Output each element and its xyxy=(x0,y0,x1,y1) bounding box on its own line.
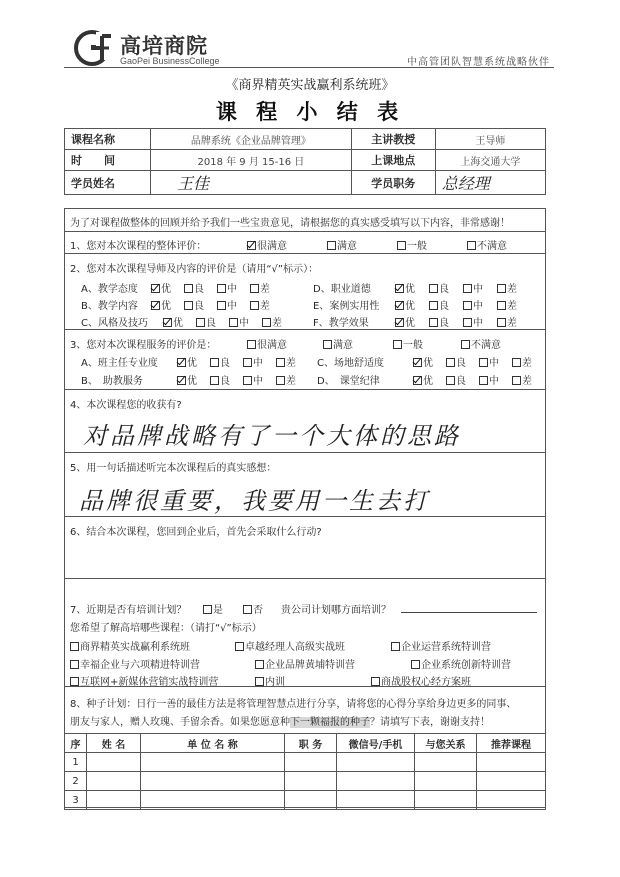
table-row xyxy=(65,753,546,772)
q3-d-grade-poor[interactable]: 差 xyxy=(512,372,532,387)
checkbox-icon[interactable] xyxy=(397,241,406,250)
checkbox-icon[interactable] xyxy=(327,241,336,250)
col-relation-header: 与您关系 xyxy=(415,734,477,753)
q2-a-grade-poor[interactable]: 差 xyxy=(250,280,270,295)
checkbox-icon[interactable] xyxy=(210,358,219,367)
checkbox-icon[interactable] xyxy=(250,284,259,293)
q7-wish-label: 您希望了解高培哪些课程：（请打“√”标示） xyxy=(70,623,262,634)
q2-f-grade-good[interactable]: 良 xyxy=(429,314,449,329)
q3-item-b: B、 助教服务 xyxy=(81,376,143,387)
position-label: 学员职务 xyxy=(351,171,435,195)
position-field[interactable] xyxy=(435,171,545,195)
q3-option-dissatisfied[interactable]: 不满意 xyxy=(461,336,501,351)
referral-header-row xyxy=(65,734,546,753)
program-subtitle: 《商界精英实战赢利系统班》 xyxy=(225,78,395,93)
checkbox-icon[interactable] xyxy=(497,301,506,310)
brand-name: 高培商院 xyxy=(120,33,208,58)
checkbox-icon[interactable] xyxy=(497,318,506,327)
q2-a-grade-excellent[interactable]: 优 xyxy=(151,280,171,295)
title-cell[interactable] xyxy=(285,772,337,791)
q3-b-grade-fair[interactable]: 中 xyxy=(243,372,263,387)
checkbox-icon[interactable] xyxy=(276,376,285,385)
q2-item-c: C、风格及技巧 xyxy=(81,318,148,329)
title-cell[interactable] xyxy=(285,791,337,810)
checkbox-icon[interactable] xyxy=(151,284,160,293)
checkbox-icon[interactable] xyxy=(217,301,226,310)
checkbox-icon[interactable] xyxy=(210,376,219,385)
time-value[interactable]: 2018 年 9 月 15-16 日 xyxy=(151,150,352,171)
company-cell[interactable] xyxy=(141,791,285,810)
q1-option-satisfied[interactable]: 满意 xyxy=(327,237,357,252)
checkbox-icon[interactable] xyxy=(371,677,380,686)
q3-c-grade-poor[interactable]: 差 xyxy=(512,354,532,369)
q3-a-grade-good[interactable]: 良 xyxy=(210,354,230,369)
q4-row[interactable] xyxy=(65,390,545,453)
course-cell[interactable] xyxy=(477,791,546,810)
checkbox-icon[interactable] xyxy=(497,284,506,293)
q7-row xyxy=(65,579,545,687)
q2-f-grade-excellent[interactable]: 优 xyxy=(395,314,415,329)
feedback-survey xyxy=(64,208,546,808)
teacher-label: 主讲教授 xyxy=(351,129,435,150)
checkbox-icon[interactable] xyxy=(446,376,455,385)
q3-item-a: A、班主任专业度 xyxy=(81,358,158,369)
q7-option-yes[interactable]: 是 xyxy=(203,601,223,616)
checkbox-icon[interactable] xyxy=(323,340,332,349)
relation-cell[interactable] xyxy=(415,753,477,772)
checkbox-icon[interactable] xyxy=(229,318,238,327)
col-title-header: 职 务 xyxy=(285,734,337,753)
q6-label: 6、结合本次课程，您回到企业后，首先会采取什么行动? xyxy=(70,527,322,538)
q4-handwritten-answer: 对品牌战略有了一个大体的思路 xyxy=(83,422,461,450)
course-info-table xyxy=(64,128,546,195)
checkbox-icon[interactable] xyxy=(512,376,521,385)
q2-item-b: B、教学内容 xyxy=(81,301,138,312)
q2-f-grade-poor[interactable]: 差 xyxy=(497,314,517,329)
course-option-operations[interactable]: 企业运营系统特训营 xyxy=(391,638,491,653)
checkbox-icon[interactable] xyxy=(235,642,244,651)
q2-b-grade-excellent[interactable]: 优 xyxy=(151,297,171,312)
course-cell[interactable] xyxy=(477,753,546,772)
q7-label: 7、近期是否有培训计划？ xyxy=(70,605,187,616)
checkbox-icon[interactable] xyxy=(203,605,212,614)
q3-option-very-satisfied[interactable]: 很满意 xyxy=(247,336,287,351)
q2-e-grade-fair[interactable]: 中 xyxy=(463,297,483,312)
q2-a-grade-fair[interactable]: 中 xyxy=(217,280,237,295)
seed-highlight: 下一颗福报的种子 xyxy=(290,717,370,728)
q2-item-e: E、案例实用性 xyxy=(313,301,380,312)
checkbox-icon[interactable] xyxy=(255,660,264,669)
q5-label: 5、用一句话描述听完本次课程后的真实感想： xyxy=(70,463,277,474)
q1-option-dissatisfied[interactable]: 不满意 xyxy=(467,237,507,252)
q3-item-d: D、 课堂纪律 xyxy=(317,376,380,387)
checkbox-icon[interactable] xyxy=(479,358,488,367)
form-title: 课 程 小 结 表 xyxy=(215,99,405,124)
course-option-manager[interactable]: 卓越经理人高级实战班 xyxy=(235,638,345,653)
checkbox-icon[interactable] xyxy=(467,241,476,250)
checkbox-icon[interactable] xyxy=(395,318,404,327)
checkbox-icon[interactable] xyxy=(411,660,420,669)
checkbox-icon[interactable] xyxy=(70,642,79,651)
checkbox-icon[interactable] xyxy=(247,241,256,250)
q1-option-average[interactable]: 一般 xyxy=(397,237,427,252)
q1-row xyxy=(65,232,545,254)
course-name-label: 课程名称 xyxy=(65,129,151,150)
row-index: 2 xyxy=(65,772,87,791)
checkbox-icon[interactable] xyxy=(243,358,252,367)
checkbox-icon[interactable] xyxy=(247,340,256,349)
q3-a-grade-fair[interactable]: 中 xyxy=(243,354,263,369)
q1-option-very-satisfied[interactable]: 很满意 xyxy=(247,237,287,252)
gaopei-logo-icon xyxy=(74,28,114,68)
checkbox-icon[interactable] xyxy=(177,376,186,385)
q2-f-grade-fair[interactable]: 中 xyxy=(463,314,483,329)
venue-label: 上课地点 xyxy=(351,150,435,171)
q7-company-training-input[interactable] xyxy=(401,601,537,614)
q3-d-grade-good[interactable]: 良 xyxy=(446,372,466,387)
q3-a-grade-excellent[interactable]: 优 xyxy=(177,354,197,369)
checkbox-icon[interactable] xyxy=(184,301,193,310)
q2-e-grade-good[interactable]: 良 xyxy=(429,297,449,312)
checkbox-icon[interactable] xyxy=(217,284,226,293)
checkbox-icon[interactable] xyxy=(151,301,160,310)
q8-row xyxy=(65,687,545,734)
q3-c-grade-excellent[interactable]: 优 xyxy=(413,354,433,369)
q2-d-grade-fair[interactable]: 中 xyxy=(463,280,483,295)
q2-e-grade-excellent[interactable]: 优 xyxy=(395,297,415,312)
checkbox-icon[interactable] xyxy=(262,318,271,327)
q3-b-grade-excellent[interactable]: 优 xyxy=(177,372,197,387)
col-name-header: 姓 名 xyxy=(87,734,141,753)
q3-item-c: C、场地舒适度 xyxy=(317,358,384,369)
q7-company-training-label: 贵公司计划哪方面培训？ xyxy=(281,605,391,616)
course-option-happiness[interactable]: 幸福企业与六项精进特训营 xyxy=(70,656,200,671)
course-option-brand[interactable]: 企业品牌黄埔特训营 xyxy=(255,656,355,671)
checkbox-icon[interactable] xyxy=(243,605,252,614)
course-option-innovation[interactable]: 企业系统创新特训营 xyxy=(411,656,511,671)
q2-d-grade-poor[interactable]: 差 xyxy=(497,280,517,295)
q3-a-grade-poor[interactable]: 差 xyxy=(276,354,296,369)
contact-cell[interactable] xyxy=(337,772,415,791)
header-divider xyxy=(64,67,554,68)
q3-c-grade-good[interactable]: 良 xyxy=(446,354,466,369)
contact-cell[interactable] xyxy=(337,791,415,810)
q2-c-grade-good[interactable]: 良 xyxy=(196,314,216,329)
brand-english-name: GaoPei BusinessCollege xyxy=(120,56,220,66)
checkbox-icon[interactable] xyxy=(395,301,404,310)
q2-c-grade-poor[interactable]: 差 xyxy=(262,314,282,329)
venue-value[interactable]: 上海交通大学 xyxy=(435,150,545,171)
checkbox-icon[interactable] xyxy=(512,358,521,367)
survey-intro: 为了对课程做整体的回顾并给予我们一些宝贵意见，请根据您的真实感受填写以下内容，非常感谢！ xyxy=(70,218,510,229)
checkbox-icon[interactable] xyxy=(413,376,422,385)
checkbox-icon[interactable] xyxy=(479,376,488,385)
q6-row[interactable] xyxy=(65,517,545,579)
q2-row xyxy=(65,254,545,330)
checkbox-icon[interactable] xyxy=(429,318,438,327)
title-cell[interactable] xyxy=(285,753,337,772)
checkbox-icon[interactable] xyxy=(184,284,193,293)
q2-item-d: D、职业道德 xyxy=(313,284,371,295)
course-option-inhouse[interactable]: 内训 xyxy=(255,673,285,688)
q2-item-a: A、教学态度 xyxy=(81,284,138,295)
time-label: 时 间 xyxy=(65,150,151,171)
q3-row xyxy=(65,330,545,390)
q3-option-satisfied[interactable]: 满意 xyxy=(323,336,353,351)
q2-d-grade-excellent[interactable]: 优 xyxy=(395,280,415,295)
q7-option-no[interactable]: 否 xyxy=(243,601,263,616)
col-course-header: 推荐课程 xyxy=(477,734,546,753)
checkbox-icon[interactable] xyxy=(413,358,422,367)
col-company-header: 单 位 名 称 xyxy=(141,734,285,753)
checkbox-icon[interactable] xyxy=(177,358,186,367)
q2-a-grade-good[interactable]: 良 xyxy=(184,280,204,295)
col-contact-header: 微信号/手机 xyxy=(337,734,415,753)
q3-d-grade-fair[interactable]: 中 xyxy=(479,372,499,387)
q2-d-grade-good[interactable]: 良 xyxy=(429,280,449,295)
course-option-elite[interactable]: 商界精英实战赢利系统班 xyxy=(70,638,190,653)
row-index: 3 xyxy=(65,791,87,810)
checkbox-icon[interactable] xyxy=(391,642,400,651)
q2-e-grade-poor[interactable]: 差 xyxy=(497,297,517,312)
relation-cell[interactable] xyxy=(415,791,477,810)
course-name-value[interactable]: 品牌系统《企业品牌管理》 xyxy=(151,129,352,150)
checkbox-icon[interactable] xyxy=(429,301,438,310)
q1-label: 1、您对本次课程的整体评价： xyxy=(70,241,207,252)
contact-cell[interactable] xyxy=(337,753,415,772)
q2-c-grade-excellent[interactable]: 优 xyxy=(163,314,183,329)
teacher-value[interactable]: 王导师 xyxy=(435,129,545,150)
relation-cell[interactable] xyxy=(415,772,477,791)
q3-b-grade-poor[interactable]: 差 xyxy=(276,372,296,387)
row-index: 1 xyxy=(65,753,87,772)
q3-b-grade-good[interactable]: 良 xyxy=(210,372,230,387)
q2-label: 2、您对本次课程导师及内容的评价是（请用“√”标示）： xyxy=(70,264,319,275)
checkbox-icon[interactable] xyxy=(395,284,404,293)
course-option-equity[interactable]: 商战股权心经方案班 xyxy=(371,673,471,688)
checkbox-icon[interactable] xyxy=(463,301,472,310)
table-row xyxy=(65,791,546,810)
q3-d-grade-excellent[interactable]: 优 xyxy=(413,372,433,387)
name-cell[interactable] xyxy=(87,772,141,791)
q8-line-1: 8、种子计划：日行一善的最佳方法是将管理智慧点进行分享，请将您的心得分享给身边更多的同事、 xyxy=(70,699,517,710)
student-name-handwriting: 王佳 xyxy=(177,174,210,193)
checkbox-icon[interactable] xyxy=(255,677,264,686)
tagline: 中高管团队智慧系统战略伙伴 xyxy=(407,57,550,68)
q2-b-grade-poor[interactable]: 差 xyxy=(250,297,270,312)
course-option-internet[interactable]: 互联网+新媒体营销实战特训营 xyxy=(70,673,218,688)
q4-label: 4、本次课程您的收获有? xyxy=(70,400,182,411)
checkbox-icon[interactable] xyxy=(276,358,285,367)
q2-b-grade-good[interactable]: 良 xyxy=(184,297,204,312)
student-name-field[interactable] xyxy=(151,171,352,195)
company-cell[interactable] xyxy=(141,772,285,791)
checkbox-icon[interactable] xyxy=(70,660,79,669)
q3-c-grade-fair[interactable]: 中 xyxy=(479,354,499,369)
q2-c-grade-fair[interactable]: 中 xyxy=(229,314,249,329)
checkbox-icon[interactable] xyxy=(70,677,79,686)
referral-table xyxy=(64,733,546,810)
q2-b-grade-fair[interactable]: 中 xyxy=(217,297,237,312)
course-cell[interactable] xyxy=(477,772,546,791)
checkbox-icon[interactable] xyxy=(196,318,205,327)
name-cell[interactable] xyxy=(87,753,141,772)
survey-intro-row xyxy=(65,209,545,232)
q3-option-average[interactable]: 一般 xyxy=(393,336,423,351)
q5-row[interactable] xyxy=(65,453,545,517)
q2-item-f: F、教学效果 xyxy=(313,318,369,329)
name-cell[interactable] xyxy=(87,791,141,810)
checkbox-icon[interactable] xyxy=(461,340,470,349)
checkbox-icon[interactable] xyxy=(429,284,438,293)
checkbox-icon[interactable] xyxy=(243,376,252,385)
checkbox-icon[interactable] xyxy=(163,318,172,327)
q8-line-2: 朋友与家人，赠人玫瑰、手留余香。如果您愿意种下一颗福报的种子？请填写下表，谢谢支持！ xyxy=(70,717,490,728)
checkbox-icon[interactable] xyxy=(250,301,259,310)
col-index-header: 序 xyxy=(65,734,87,753)
checkbox-icon[interactable] xyxy=(463,318,472,327)
checkbox-icon[interactable] xyxy=(463,284,472,293)
table-row xyxy=(65,772,546,791)
checkbox-icon[interactable] xyxy=(446,358,455,367)
q3-label: 3、您对本次课程服务的评价是： xyxy=(70,340,217,351)
company-cell[interactable] xyxy=(141,753,285,772)
checkbox-icon[interactable] xyxy=(393,340,402,349)
student-name-label: 学员姓名 xyxy=(65,171,151,195)
q5-handwritten-answer: 品牌很重要，我要用一生去打 xyxy=(79,487,430,515)
position-handwriting: 总经理 xyxy=(441,174,490,193)
